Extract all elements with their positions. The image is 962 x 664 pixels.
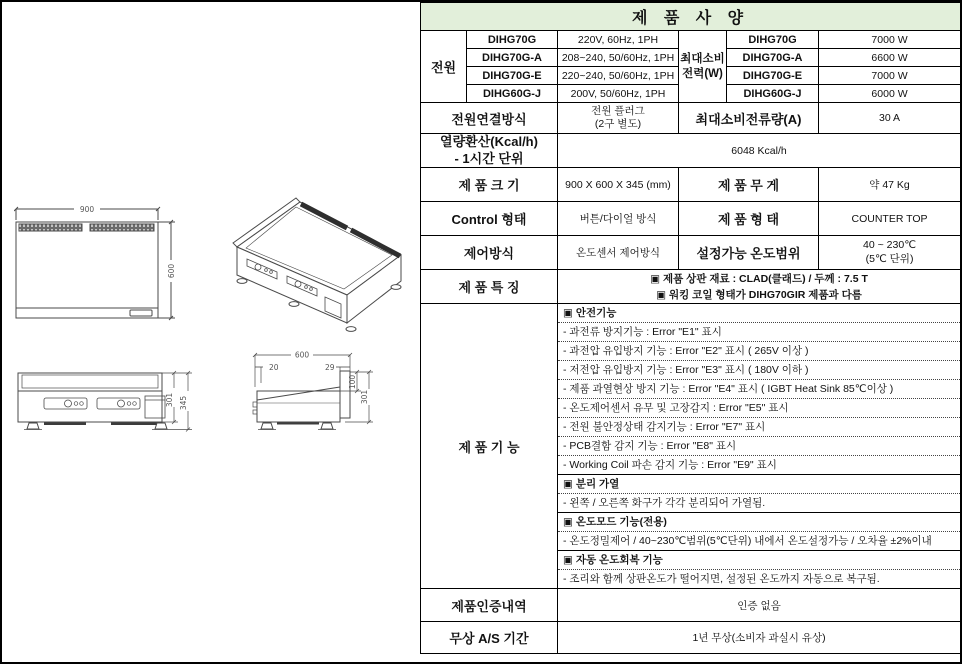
side-view-back-dim-label: 29: [325, 363, 335, 372]
control-value: 버튼/다이얼 방식: [558, 202, 679, 236]
function-item: - Working Coil 파손 감지 기능 : Error "E9" 표시: [558, 455, 960, 474]
top-view-width-dim-label: 900: [79, 205, 95, 214]
function-item: - 저전압 유입방지 기능 : Error "E3" 표시 ( 180V 이하 ): [558, 360, 960, 379]
power-spec: 220~240, 50/60Hz, 1PH: [558, 67, 679, 85]
top-view-drawing: [14, 196, 194, 328]
method-label: 제어방식: [421, 236, 558, 270]
shape-label: 제 품 형 태: [679, 202, 819, 236]
function-item: - 조리와 함께 상판온도가 떨어지면, 설정된 온도까지 자동으로 복구됨.: [558, 569, 960, 588]
features-row: [421, 270, 961, 304]
heat-row: [421, 134, 961, 168]
side-view-drawing: [205, 345, 385, 445]
connection-row: [421, 103, 961, 134]
control-label: Control 형태: [421, 202, 558, 236]
size-row: [421, 168, 961, 202]
power-model: DIHG70G-A: [467, 49, 558, 67]
side-view-front-dim-label: 20: [269, 363, 279, 372]
function-section: ▣ 분리 가열: [558, 474, 960, 493]
function-item: - 과전압 유입방지 기능 : Error "E2" 표시 ( 265V 이상 ): [558, 341, 960, 360]
max-power-watt: 6000 W: [819, 85, 961, 103]
function-item: - PCB결함 감지 기능 : Error "E8" 표시: [558, 436, 960, 455]
side-view-body-height-dim-label: 301: [360, 389, 369, 405]
connection-label: 전원연결방식: [421, 103, 558, 134]
top-view-depth-dim-label: 600: [167, 263, 176, 279]
connection-value: 전원 플러그 (2구 별도): [558, 103, 679, 134]
power-model: DIHG70G-E: [467, 67, 558, 85]
power-spec: 208~240, 50/60Hz, 1PH: [558, 49, 679, 67]
side-view-depth-dim-label: 600: [294, 350, 310, 360]
warranty-row: [421, 622, 961, 654]
function-item: - 전원 불안정상태 감지기능 : Error "E7" 표시: [558, 417, 960, 436]
heat-label: 열량환산(Kcal/h) - 1시간 단위: [421, 134, 558, 168]
max-power-watt: 7000 W: [819, 67, 961, 85]
function-item: - 제품 과열현상 방지 기능 : Error "E4" 표시 ( IGBT Heat Sink 85℃이상 ): [558, 379, 960, 398]
weight-value: 약 47 Kg: [819, 168, 961, 202]
max-power-model: DIHG70G-A: [727, 49, 819, 67]
power-model: DIHG60G-J: [467, 85, 558, 103]
power-label: 전원: [421, 31, 467, 103]
function-item: - 온도제어센서 유무 및 고장감지 : Error "E5" 표시: [558, 398, 960, 417]
function-section: ▣ 온도모드 기능(전용): [558, 512, 960, 531]
warranty-label: 무상 A/S 기간: [421, 622, 558, 654]
max-power-model: DIHG60G-J: [727, 85, 819, 103]
function-section: ▣ 자동 온도회복 기능: [558, 550, 960, 569]
max-power-watt: 7000 W: [819, 31, 961, 49]
function-item: - 온도정밀제어 / 40~230℃범위(5℃단위) 내에서 온도설정가능 / 오차율 ±2%이내: [558, 531, 960, 550]
certification-value: 인증 없음: [558, 589, 961, 622]
temp-range-label: 설정가능 온도범위: [679, 236, 819, 270]
function-item: - 왼쪽 / 오른쪽 화구가 각각 분리되어 가열됨.: [558, 493, 960, 512]
control-row: [421, 202, 961, 236]
warranty-value: 1년 무상(소비자 과실시 유상): [558, 622, 961, 654]
power-row-0: [421, 31, 961, 49]
temp-range-value: 40 ~ 230℃ (5℃ 단위): [819, 236, 961, 270]
power-spec: 200V, 50/60Hz, 1PH: [558, 85, 679, 103]
max-power-watt: 6600 W: [819, 49, 961, 67]
method-value: 온도센서 제어방식: [558, 236, 679, 270]
front-view-body-height-dim-label: 301: [165, 392, 174, 408]
features-cell: [558, 270, 961, 304]
power-spec: 220V, 60Hz, 1PH: [558, 31, 679, 49]
max-power-model: DIHG70G-E: [727, 67, 819, 85]
method-row: [421, 236, 961, 270]
spec-table: [420, 2, 961, 654]
front-view-drawing: [14, 350, 199, 445]
shape-value: COUNTER TOP: [819, 202, 961, 236]
certification-label: 제품인증내역: [421, 589, 558, 622]
feature-item: ▣ 워킹 코일 형태가 DIHG70GIR 제품과 다름: [656, 288, 862, 301]
feature-item: ▣ 제품 상판 재료 : CLAD(클래드) / 두께 : 7.5 T: [650, 272, 868, 285]
max-power-label: 최대소비 전력(W): [679, 31, 727, 103]
weight-label: 제 품 무 게: [679, 168, 819, 202]
size-label: 제 품 크 기: [421, 168, 558, 202]
heat-value: 6048 Kcal/h: [558, 134, 961, 168]
power-model: DIHG70G: [467, 31, 558, 49]
max-current-value: 30 A: [819, 103, 961, 134]
page-title: 제 품 사 양: [421, 3, 961, 31]
size-value: 900 X 600 X 345 (mm): [558, 168, 679, 202]
functions-row: [421, 304, 961, 589]
max-current-label: 최대소비전류량(A): [679, 103, 819, 134]
front-view-total-height-dim-label: 345: [179, 395, 188, 411]
features-label: 제 품 특 징: [421, 270, 558, 304]
title-row: [421, 3, 961, 31]
functions-label: 제 품 기 능: [421, 304, 558, 589]
side-view-splash-dim-label: 100: [348, 374, 357, 390]
functions-cell: [558, 304, 961, 589]
function-item: - 과전류 방지기능 : Error "E1" 표시: [558, 322, 960, 341]
certification-row: [421, 589, 961, 622]
function-section: ▣ 안전기능: [563, 307, 617, 319]
max-power-model: DIHG70G: [727, 31, 819, 49]
isometric-view-drawing: [220, 185, 415, 340]
